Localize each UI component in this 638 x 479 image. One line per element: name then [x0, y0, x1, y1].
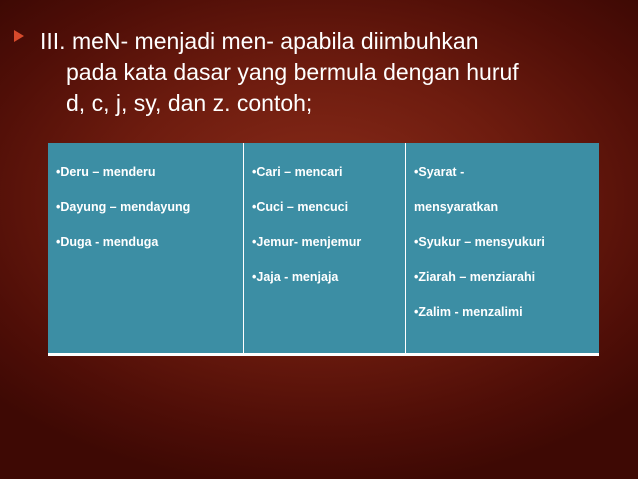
examples-table	[48, 143, 599, 356]
table-cell: •Syarat -	[414, 165, 465, 179]
table-cell: •Zalim - menzalimi	[414, 305, 523, 319]
table-column-c-j	[244, 143, 406, 353]
bullet-arrow-icon	[14, 30, 24, 42]
table-cell: •Dayung – mendayung	[56, 200, 191, 214]
table-cell: •Jaja - menjaja	[252, 270, 339, 284]
heading-line-3: d, c, j, sy, dan z. contoh;	[66, 90, 313, 116]
table-cell: mensyaratkan	[414, 200, 499, 214]
table-cell: •Jemur- menjemur	[252, 235, 362, 249]
heading-line-1: III. meN- menjadi men- apabila diimbuhkan	[40, 28, 479, 54]
slide-heading	[40, 26, 620, 119]
table-column-sy-z	[406, 143, 599, 353]
table-cell: •Cari – mencari	[252, 165, 343, 179]
table-column-d	[48, 143, 244, 353]
table-cell: •Duga - menduga	[56, 235, 159, 249]
table-cell: •Cuci – mencuci	[252, 200, 349, 214]
table-cell: •Deru – menderu	[56, 165, 156, 179]
heading-line-2: pada kata dasar yang bermula dengan huruf	[66, 59, 519, 85]
table-cell: •Ziarah – menziarahi	[414, 270, 536, 284]
table-cell: •Syukur – mensyukuri	[414, 235, 545, 249]
